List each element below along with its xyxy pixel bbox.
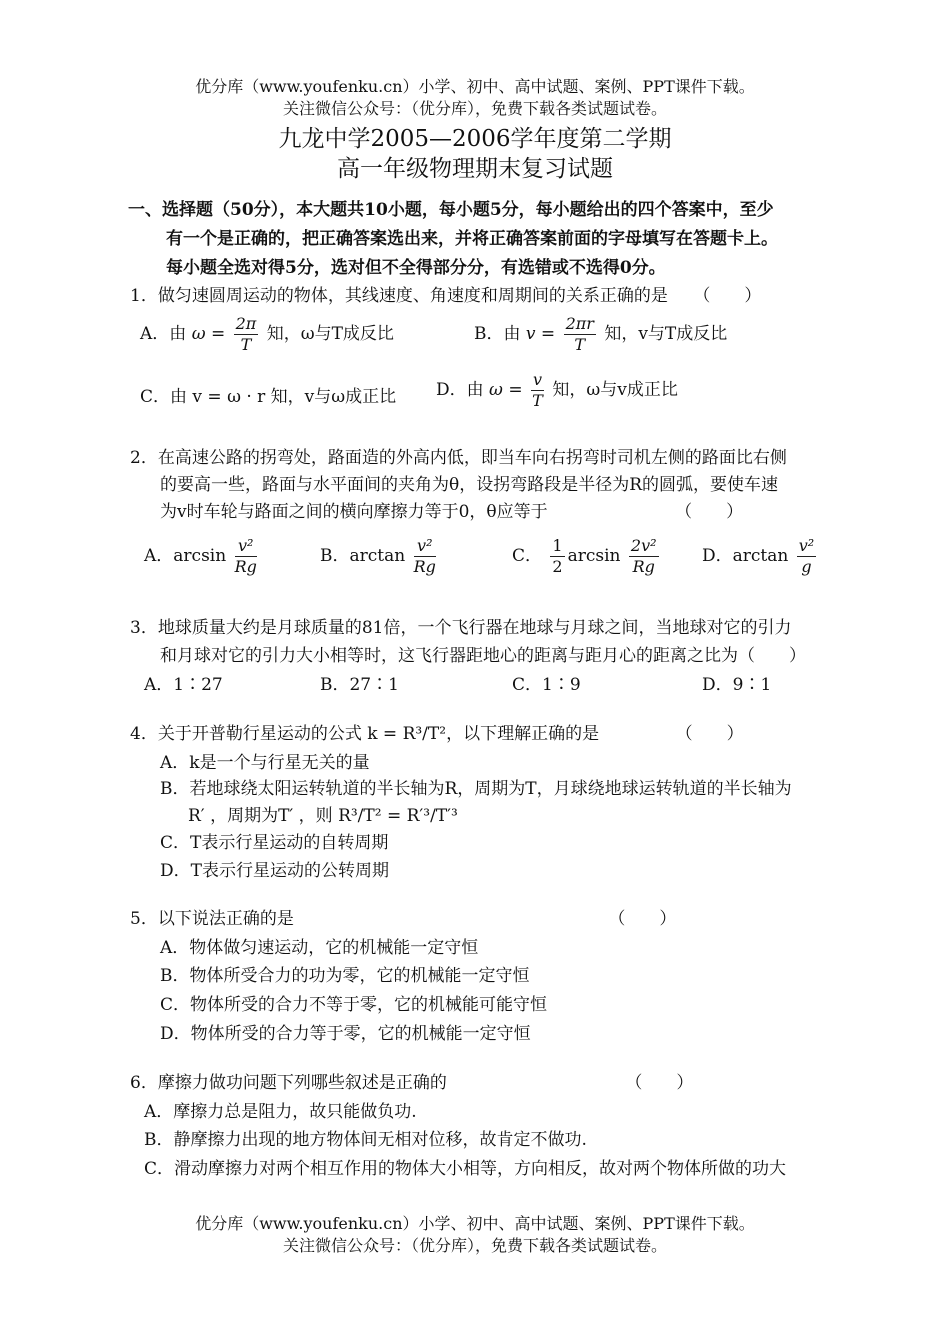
q1-option-a: A．由 ω = $\frac{2\pi}{T}$ 知，ω与T成反比 [140,314,394,354]
q5-stem: 5．以下说法正确的是 （ ） [130,909,677,929]
q6-option-b: B．静摩擦力出现的地方物体间无相对位移，故肯定不做功. [144,1130,587,1150]
q4-stem: 4．关于开普勒行星运动的公式 k = R³/T²，以下理解正确的是 （ ） [130,724,744,744]
q2-line-1: 2．在高速公路的拐弯处，路面造的外高内低，即当车向右拐弯时司机左侧的路面比右侧 [130,448,787,468]
page-title: 九龙中学2005—2006学年度第二学期 [278,126,672,152]
q2-line-3: 为v时车轮与路面之间的横向摩擦力等于0，θ应等于 （ ） [160,502,744,522]
section-instructions-2: 有一个是正确的，把正确答案选出来，并将正确答案前面的字母填写在答题卡上。 [166,229,778,249]
q2-option-c: C． $\frac{1}{2}$ arcsin $\frac{\text{2v²}}{Rg}$ [512,536,657,576]
header-line-2: 关注微信公众号：（优分库），免费下载各类试题试卷。 [282,99,667,118]
q3-line-1: 3．地球质量大约是月球质量的81倍，一个飞行器在地球与月球之间，当地球对它的引力 [130,618,792,638]
q2-option-a: A．arcsin $\frac{\text{v²}}{Rg}$ [144,536,257,576]
q4-option-c: C．T表示行星运动的自转周期 [160,833,389,853]
q3-option-c: C．1∶9 [512,675,581,695]
q3-option-a: A．1∶27 [144,675,223,695]
section-instructions-3: 每小题全选对得5分，选对但不全得部分分，有选错或不选得0分。 [166,258,666,278]
q3-line-2: 和月球对它的引力大小相等时，这飞行器距地心的距离与距月心的距离之比为（ ） [160,646,806,666]
q4-option-b-line-1: B．若地球绕太阳运转轨道的半长轴为R，周期为T，月球绕地球运转轨道的半长轴为 [160,779,792,799]
section-instructions-1: 一、选择题（50分），本大题共10小题，每小题5分，每小题给出的四个答案中，至少 [128,200,774,220]
q2-line-2: 的要高一些，路面与水平面间的夹角为θ，设拐弯路段是半径为R的圆弧，要使车速 [160,475,779,495]
q4-option-a: A．k是一个与行星无关的量 [160,753,370,773]
q3-option-b: B．27∶1 [320,675,399,695]
q6-stem: 6．摩擦力做功问题下列哪些叙述是正确的 （ ） [130,1073,694,1093]
q6-option-a: A．摩擦力总是阻力，故只能做负功. [144,1102,417,1122]
q1-stem: 1．做匀速圆周运动的物体，其线速度、角速度和周期间的关系正确的是 （ ） [130,286,762,306]
footer-line-2: 关注微信公众号：（优分库），免费下载各类试题试卷。 [282,1236,667,1255]
footer-line-1: 优分库（www.youfenku.cn）小学、初中、高中试题、案例、PPT课件下载。 [195,1214,755,1233]
q1-option-c: C．由 v = ω · r 知，v与ω成正比 [140,387,397,407]
header-line-1: 优分库（www.youfenku.cn）小学、初中、高中试题、案例、PPT课件下载。 [195,77,755,96]
q1-option-d: D．由 ω = $\frac{v}{T}$ 知，ω与v成正比 [436,370,678,410]
page-subtitle: 高一年级物理期末复习试题 [337,156,613,182]
q6-option-c: C．滑动摩擦力对两个相互作用的物体大小相等，方向相反，故对两个物体所做的功大 [144,1159,787,1179]
q3-option-d: D．9∶1 [702,675,772,695]
q1-option-b: B．由 v = $\frac{2\pi r}{T}$ 知，v与T成反比 [474,314,728,354]
q5-option-d: D．物体所受的合力等于零，它的机械能一定守恒 [160,1024,531,1044]
q5-option-b: B．物体所受合力的功为零，它的机械能一定守恒 [160,966,530,986]
q4-option-d: D．T表示行星运动的公转周期 [160,861,389,881]
q5-option-c: C．物体所受的合力不等于零，它的机械能可能守恒 [160,995,548,1015]
q5-option-a: A．物体做匀速运动，它的机械能一定守恒 [160,938,479,958]
q2-option-b: B．arctan $\frac{\text{v²}}{Rg}$ [320,536,436,576]
q4-option-b-line-2: R′ ，周期为T′ ，则 R³/T² = R′³/T′³ [188,806,458,826]
q2-option-d: D．arctan $\frac{\text{v²}}{g}$ [702,536,815,576]
